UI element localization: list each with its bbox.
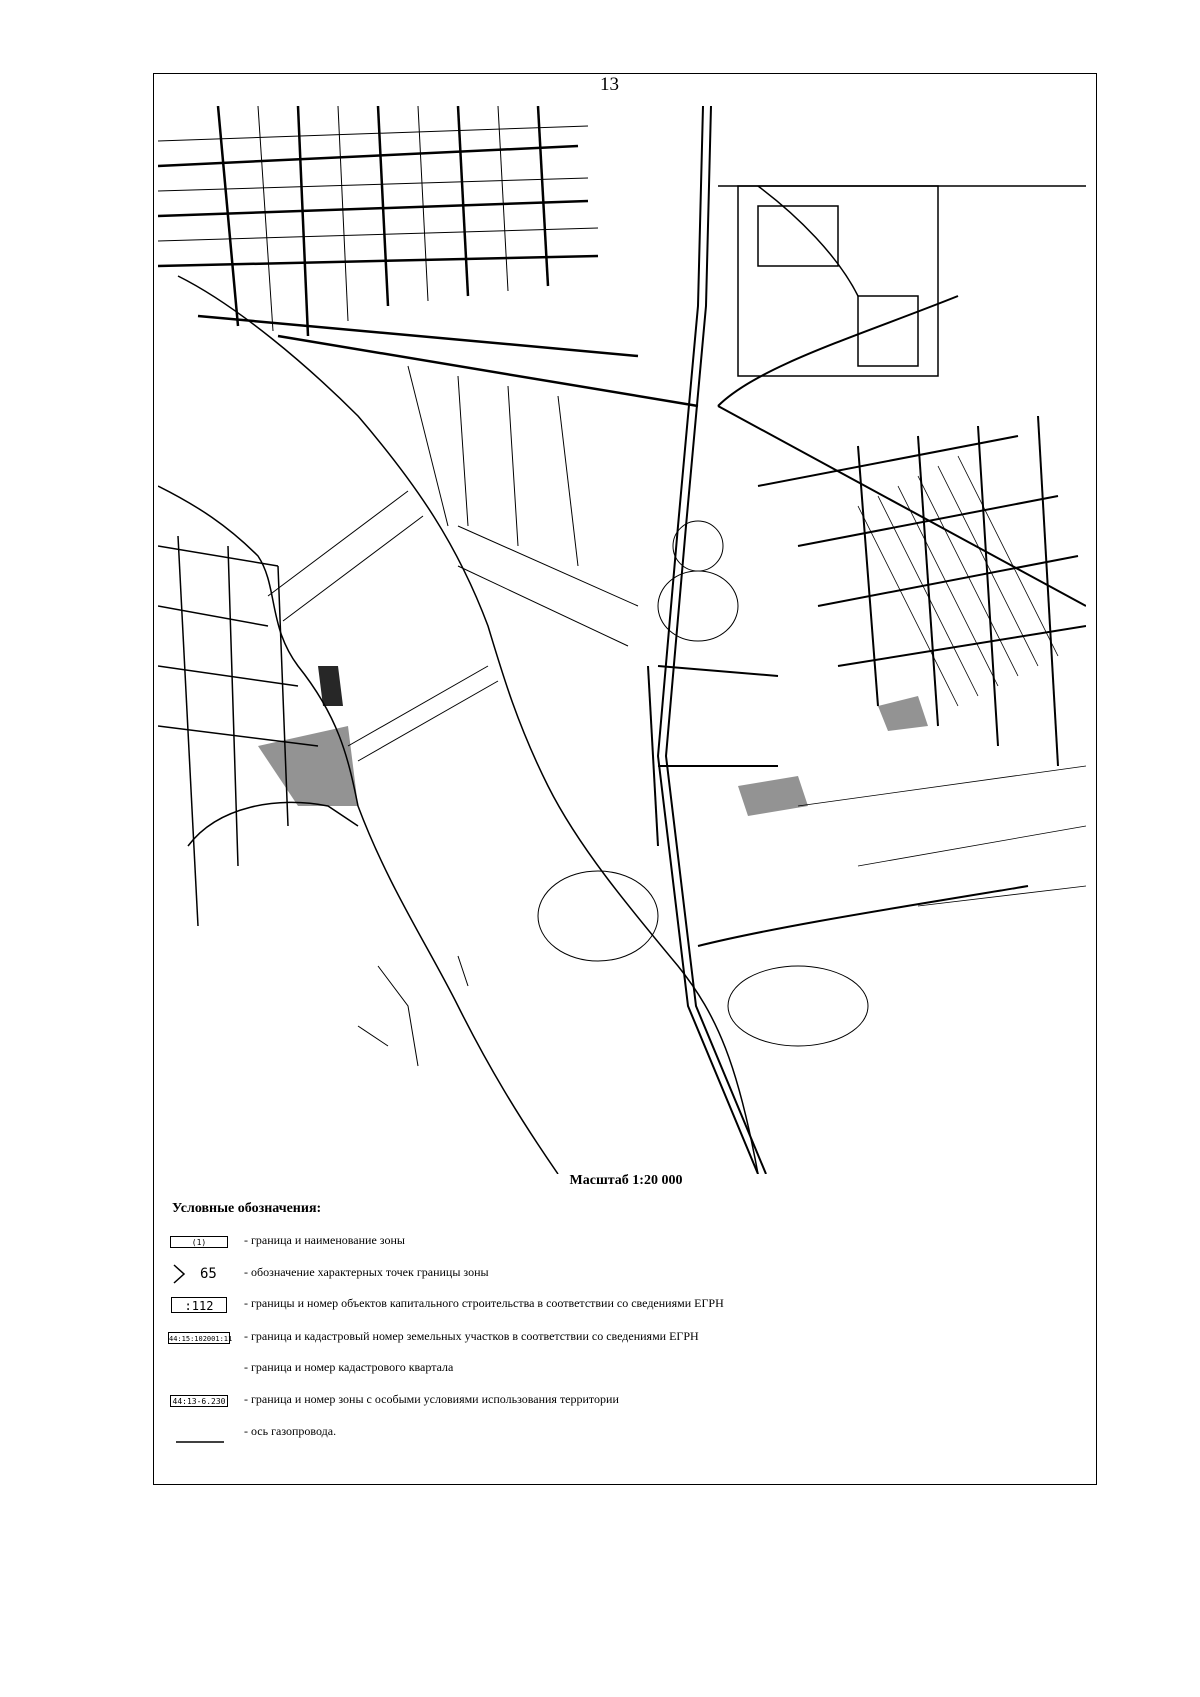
- legend-text: - ось газопровода.: [244, 1424, 337, 1438]
- legend-text: - граница и кадастровый номер земельных участков в соответствии со сведениями ЕГРН: [244, 1329, 699, 1343]
- gas-pipeline-line-icon: [168, 1422, 230, 1444]
- legend-text: - граница и номер кадастрового квартала: [244, 1360, 454, 1374]
- page-number: 13: [600, 74, 619, 95]
- legend-item-boundary-points: [168, 1263, 1068, 1289]
- special-zone-symbol: 44:13-6.230: [170, 1395, 228, 1407]
- legend-text: - граница и номер зоны с особыми условиями использования территории: [244, 1392, 619, 1406]
- map: [158, 106, 1086, 1174]
- legend-text: - обозначение характерных точек границы зоны: [244, 1265, 489, 1279]
- capital-object-symbol: :112: [171, 1297, 227, 1313]
- legend-text: - границы и номер объектов капитального строительства в соответствии со сведениями ЕГРН: [244, 1296, 724, 1310]
- legend-item-cadastral-quarter: [168, 1358, 1068, 1384]
- legend-item-special-zone: [168, 1390, 1068, 1416]
- zone-name-symbol: (1): [170, 1236, 228, 1248]
- land-plot-symbol: 44:15:102001:11: [168, 1332, 230, 1344]
- legend-item-zone-boundary: [168, 1231, 1068, 1257]
- scale-label: Масштаб 1:20 000: [569, 1173, 683, 1188]
- boundary-point-icon: [168, 1263, 230, 1285]
- legend-title: Условные обозначения:: [172, 1201, 322, 1216]
- legend-item-land-plots: [168, 1327, 1068, 1353]
- boundary-point-symbol: 65: [200, 1266, 217, 1282]
- legend-item-gas-pipeline: [168, 1422, 1068, 1448]
- legend-text: - граница и наименование зоны: [244, 1233, 405, 1247]
- legend-item-capital-objects: [168, 1294, 1068, 1320]
